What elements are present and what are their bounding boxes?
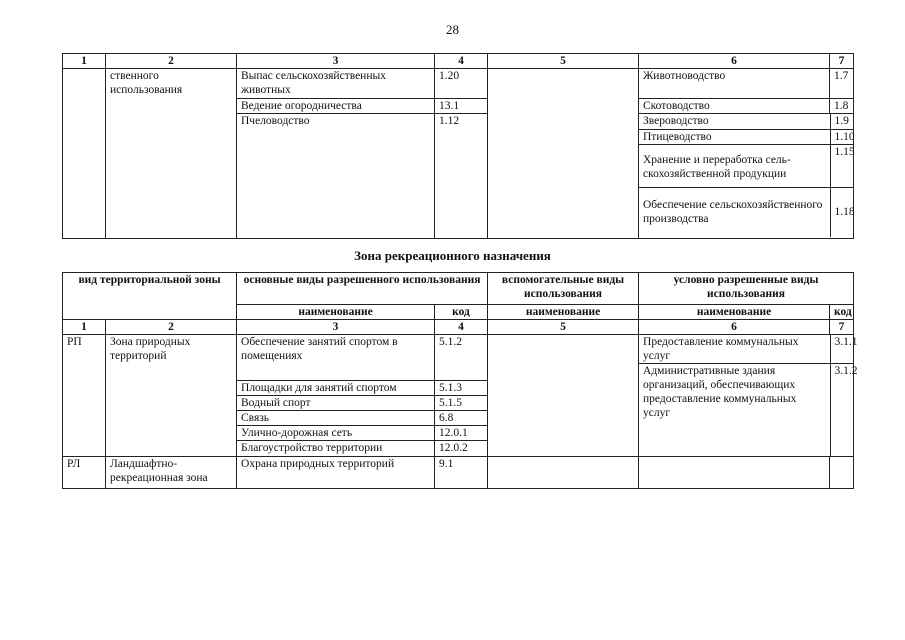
table-row — [63, 335, 854, 381]
conditional-use-code — [830, 456, 854, 488]
table-row — [63, 456, 854, 488]
conditional-use-code: 3.1.1 — [830, 335, 854, 364]
conditional-use-name: Животноводство — [639, 69, 830, 99]
col-number: 1 — [63, 320, 106, 335]
main-uses-header: основные виды разрешенного использования — [237, 273, 488, 305]
main-use-code: 12.0.1 — [435, 426, 488, 441]
col-number: 4 — [435, 320, 488, 335]
recreation-zone-table — [62, 272, 858, 489]
header-row — [63, 273, 854, 305]
code-col-header: код — [830, 305, 854, 320]
zone-code-cell — [63, 69, 106, 239]
main-use-name: Водный спорт — [237, 396, 435, 411]
page-number: 28 — [446, 22, 459, 37]
zone-code: РП — [63, 335, 106, 457]
main-use-name: Связь — [237, 411, 435, 426]
main-use-name: Площадки для занятий спортом — [237, 381, 435, 396]
conditional-use-code: 1.8 — [830, 99, 854, 114]
zone-code: РЛ — [63, 456, 106, 488]
col-number: 6 — [639, 54, 830, 69]
table-row — [639, 129, 854, 144]
conditional-use-code: 1.9 — [830, 114, 854, 129]
section-title: Зона рекреационного назначения — [354, 248, 551, 263]
continuation-table — [62, 53, 854, 239]
col-number: 5 — [488, 54, 639, 69]
conditional-use-code: 1.18 — [834, 206, 855, 219]
col-number: 3 — [237, 54, 435, 69]
col-number: 4 — [435, 54, 488, 69]
zone-name-cell: ственного использования — [106, 69, 237, 239]
conditional-uses-header: условно разрешенные виды использования — [639, 273, 854, 305]
main-use-code: 12.0.2 — [435, 441, 488, 456]
conditional-use-name: Звероводство — [639, 114, 830, 129]
main-use-code: 5.1.2 — [435, 335, 488, 381]
main-use-name: Обеспечение занятий спортом в помещениях — [237, 335, 435, 381]
main-use-code: 6.8 — [435, 411, 488, 426]
conditional-use-name: Предоставление коммунальных услуг — [639, 335, 830, 364]
auxiliary-use-cell — [488, 69, 639, 239]
zone-name: Ландшафтно-рекреационная зона — [106, 456, 237, 488]
main-use-name: Выпас сельскохозяйственных животных — [237, 69, 435, 99]
zone-name: Зона природных территорий — [106, 335, 237, 457]
table-row — [639, 144, 854, 187]
table-row — [639, 335, 854, 364]
col-number: 3 — [237, 320, 435, 335]
table-row — [63, 69, 854, 99]
conditional-use-name: Административные здания организаций, обеспечивающих предоставление коммунальных услуг — [639, 364, 830, 456]
auxiliary-uses-header: вспомогательные виды использования — [488, 273, 639, 305]
col-number: 6 — [639, 320, 830, 335]
conditional-use-name — [639, 456, 830, 488]
col-number: 5 — [488, 320, 639, 335]
table-row — [639, 187, 854, 237]
column-number-row — [63, 54, 854, 69]
conditional-use-code: 3.1.2 — [834, 365, 858, 377]
main-use-name: Пчеловодство — [237, 114, 435, 239]
main-use-code: 5.1.3 — [435, 381, 488, 396]
conditional-use-name: Обеспечение сельскохозяйственного производства — [639, 187, 830, 237]
col-number: 7 — [830, 320, 854, 335]
conditional-use-name: Скотоводство — [639, 99, 830, 114]
conditional-use-code: 1.7 — [830, 69, 854, 99]
main-use-code: 1.20 — [435, 69, 488, 99]
name-col-header: наименование — [639, 305, 830, 320]
main-use-name: Охрана природных территорий — [237, 456, 435, 488]
conditional-use-code: 1.15 — [830, 144, 854, 187]
main-use-name: Ведение огородничества — [237, 99, 435, 114]
col-number: 1 — [63, 54, 106, 69]
conditional-use-name: Птицеводство — [639, 129, 830, 144]
main-use-name: Благоустройство территории — [237, 441, 435, 456]
auxiliary-use-cell — [488, 456, 639, 488]
main-use-code: 9.1 — [435, 456, 488, 488]
col-number: 7 — [830, 54, 854, 69]
main-use-code: 5.1.5 — [435, 396, 488, 411]
main-use-code: 1.12 — [435, 114, 488, 239]
conditional-use-subgrid — [639, 335, 858, 457]
column-number-row — [63, 320, 854, 335]
table-row — [639, 364, 854, 456]
col-number: 2 — [106, 54, 237, 69]
zone-type-header: вид территориальной зоны — [63, 273, 237, 320]
conditional-use-name: Хранение и переработка сель-скохозяйственной продукции — [639, 144, 830, 187]
name-col-header: наименование — [237, 305, 435, 320]
table-row — [639, 114, 854, 129]
auxiliary-use-cell — [488, 335, 639, 457]
code-col-header: код — [435, 305, 488, 320]
conditional-use-subgrid — [639, 114, 854, 239]
main-use-code: 13.1 — [435, 99, 488, 114]
col-number: 2 — [106, 320, 237, 335]
main-use-name: Улично-дорожная сеть — [237, 426, 435, 441]
conditional-use-code: 1.10 — [830, 129, 854, 144]
name-col-header: наименование — [488, 305, 639, 320]
